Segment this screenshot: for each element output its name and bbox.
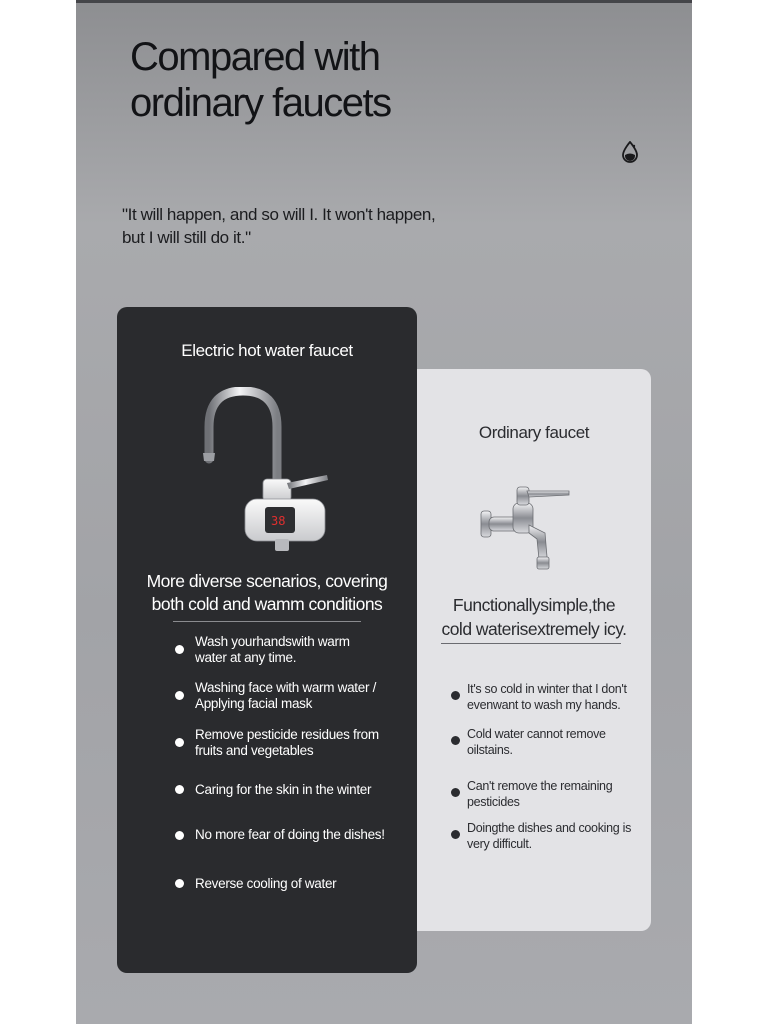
ordinary-card-title: Ordinary faucet	[478, 423, 590, 442]
electric-faucet-card: Electric hot water faucet 38 More diverse scenarios, covering both cold and wamm conditions Wash yourhandswith warm water at any time. Washing face with warm water / Applying facial mask Remove pesticide residues from fruits and vegetables Caring for the skin in the winter No more fear of doing the dishes! Reverse cooling of water	[117, 307, 417, 973]
title-line-2: ordinary faucets	[130, 81, 391, 125]
bullet-icon	[451, 830, 460, 839]
quote-line-1: "It will happen, and so will I. It won't happen,	[122, 205, 436, 224]
page-title	[130, 34, 391, 126]
electric-subtitle-line-1: More diverse scenarios, covering	[146, 571, 388, 591]
electric-card-divider	[173, 621, 361, 622]
bullet-icon	[175, 691, 184, 700]
bullet-icon	[175, 831, 184, 840]
ordinary-card-subtitle	[417, 593, 651, 641]
title-line-1: Compared with	[130, 35, 380, 79]
ordinary-faucet-image	[479, 483, 575, 573]
bullet-icon	[175, 785, 184, 794]
top-border	[76, 0, 692, 3]
bullet-icon	[175, 879, 184, 888]
electric-card-subtitle	[117, 570, 417, 616]
quote	[122, 203, 522, 249]
electric-subtitle-line-2: both cold and wamm conditions	[151, 594, 383, 614]
content-panel	[76, 0, 692, 1024]
bullet-icon	[175, 645, 184, 654]
bullet-icon	[451, 691, 460, 700]
ordinary-faucet-card: Ordinary faucet Functionallysimple,the cold waterisextremely icy. It's so cold in winter that I don't evenwant to wash my hands. Cold water cannot remove oilstains. Can't remove the remaining pesticides Doingthe dishes and cooking is very difficult.	[417, 369, 651, 931]
ordinary-card-divider	[441, 643, 621, 644]
svg-text:38: 38	[271, 514, 286, 528]
quote-line-2: but I will still do it."	[122, 228, 251, 247]
ordinary-subtitle-line-2: cold waterisextremely icy.	[441, 619, 627, 639]
bullet-icon	[451, 736, 460, 745]
electric-faucet-image	[201, 387, 333, 557]
ordinary-subtitle-line-1: Functionallysimple,the	[452, 595, 616, 615]
bullet-icon	[451, 788, 460, 797]
electric-card-title: Electric hot water faucet	[181, 341, 353, 360]
water-drop-icon	[619, 141, 641, 165]
bullet-icon	[175, 738, 184, 747]
